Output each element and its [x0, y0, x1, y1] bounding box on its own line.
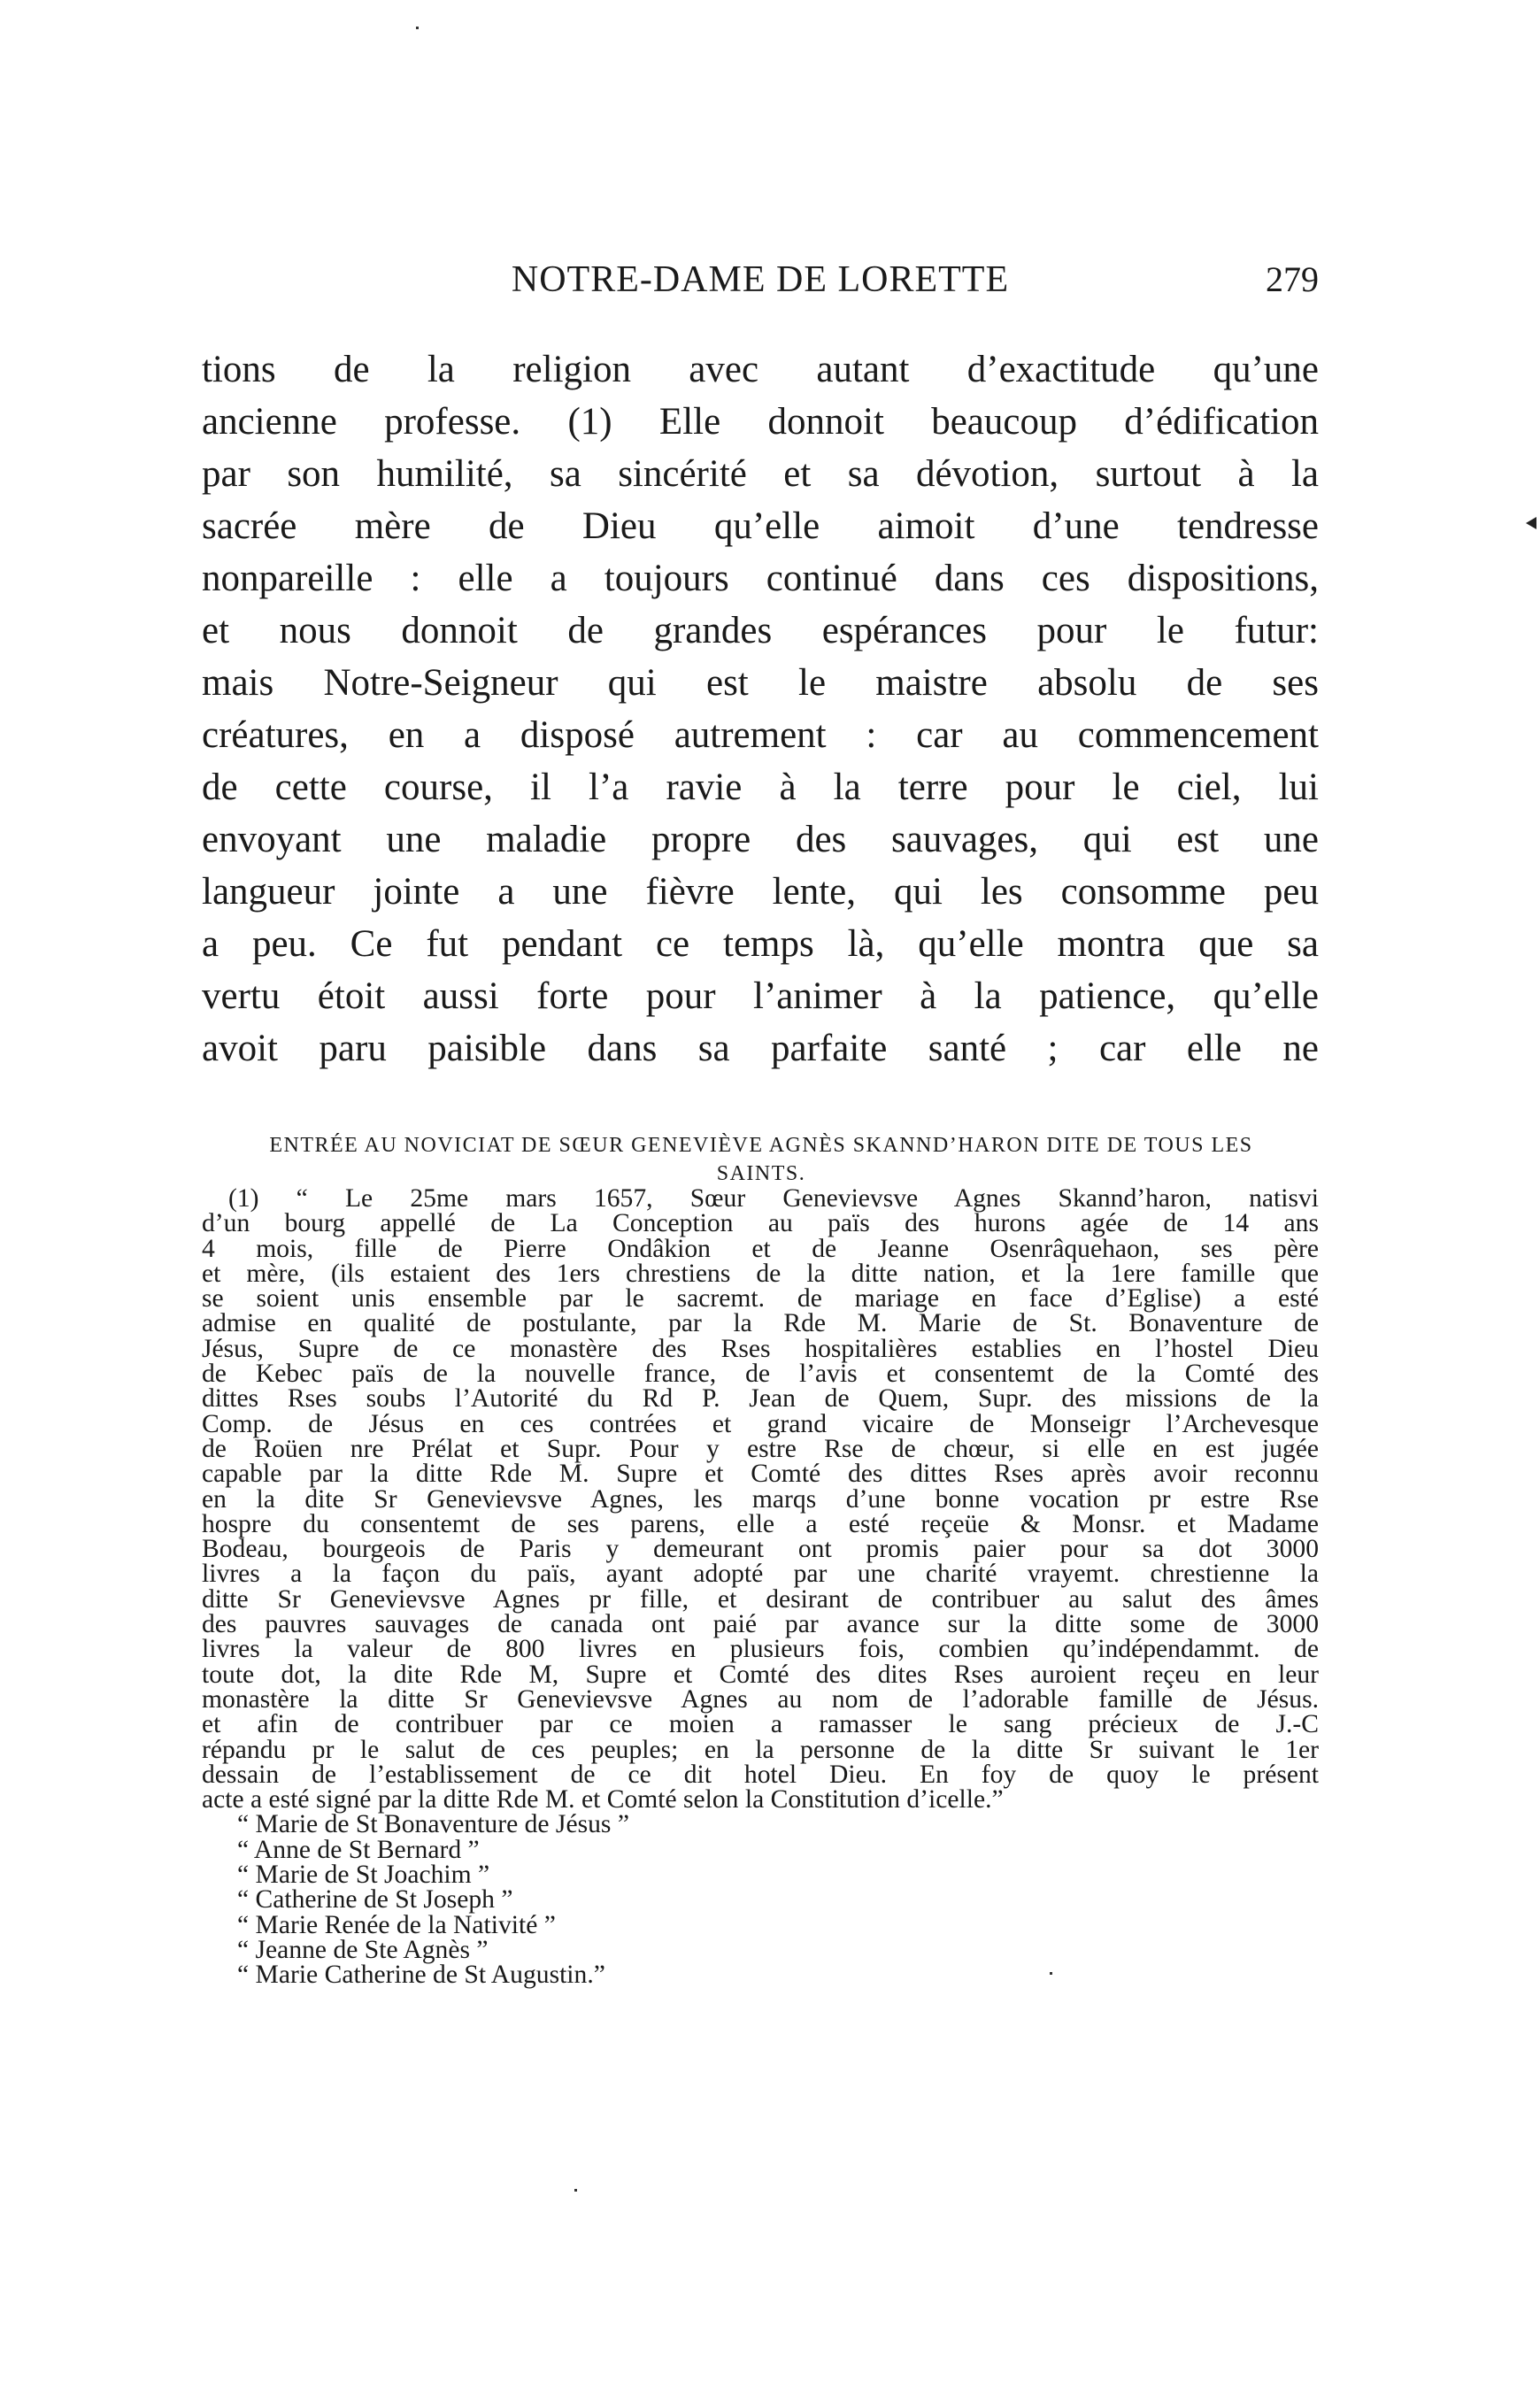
footnote-line: Jésus, Supre de ce monastère des Rses hospitalières establies en l’hostel Dieu [202, 1334, 1319, 1363]
footnote-line: capable par la ditte Rde M. Supre et Comté des dittes Rses après avoir reconnu [202, 1460, 1319, 1489]
footnote-line: de Roüen nre Prélat et Supr. Pour y estre Rse de chœur, si elle en est jugée [202, 1434, 1319, 1463]
footnote-line: dessain de l’establissement de ce dit hotel Dieu. En foy de quoy le présent [202, 1760, 1319, 1789]
footnote-line: des pauvres sauvages de canada ont paié par avance sur la ditte some de 3000 [202, 1610, 1319, 1639]
page-number: 279 [1266, 259, 1319, 299]
footnote-line: livres la valeur de 800 livres en plusieurs fois, combien qu’indépendammt. de [202, 1635, 1319, 1664]
footnote-line: livres a la façon du païs, ayant adopté par une charité vrayemt. chrestienne la [202, 1560, 1319, 1589]
footnote-line: en la dite Sr Genevievsve Agnes, les marqs d’une bonne vocation pr estre Rse [202, 1484, 1319, 1514]
footnote-line: et mère, (ils estaient des 1ers chrestiens de la ditte nation, et la 1ere famille que [202, 1259, 1319, 1288]
footnote-line: Comp. de Jésus en ces contrées et grand vicaire de Monseigr l’Archevesque [202, 1409, 1319, 1438]
footnote-line: monastère la ditte Sr Genevievsve Agnes au nom de l’adorable famille de Jésus. [202, 1684, 1319, 1714]
footnote-line: ditte Sr Genevievsve Agnes pr fille, et desirant de contribuer au salut des âmes [202, 1584, 1319, 1614]
footnote-line: répandu pr le salut de ces peuples; en la personne de la ditte Sr suivant le 1er [202, 1735, 1319, 1764]
body-line: vertu étoit aussi forte pour l’animer à la patience, qu’elle [202, 975, 1319, 1017]
footnote-line: 4 mois, fille de Pierre Ondâkion et de Jeanne Osenrâquehaon, ses père [202, 1234, 1319, 1263]
body-line: sacrée mère de Dieu qu’elle aimoit d’une tendresse [202, 505, 1319, 547]
footnote-line: de Kebec païs de la nouvelle france, de l’avis et consentemt de la Comté des [202, 1360, 1319, 1389]
body-text [202, 343, 1319, 1075]
footnote-line: Bodeau, bourgeois de Paris y demeurant ont promis paier pour sa dot 3000 [202, 1535, 1319, 1564]
body-line: langueur jointe a une fièvre lente, qui les consomme peu [202, 871, 1319, 913]
footnote-heading: ENTRÉE AU NOVICIAT DE SŒUR GENEVIÈVE AGNÈS SKANND’HARON DITE DE TOUS LES SAINTS. [269, 1134, 1253, 1185]
body-line: de cette course, il l’a ravie à la terre pour le ciel, lui [202, 767, 1319, 808]
speck-mark [574, 2189, 577, 2192]
body-line: mais Notre-Seigneur qui est le maistre absolu de ses [202, 662, 1319, 704]
footnote-line: (1) “ Le 25me mars 1657, Sœur Genevievsve Agnes Skannd’haron, natisvi [228, 1184, 1319, 1213]
footnote-line: acte a esté signé par la ditte Rde M. et Comté selon la Constitution d’icelle.” [202, 1785, 1004, 1815]
running-title: NOTRE-DAME DE LORETTE [511, 259, 1010, 300]
body-line: créatures, en a disposé autrement : car au commencement [202, 714, 1319, 756]
body-line: ancienne professe. (1) Elle donnoit beaucoup d’édification [202, 401, 1319, 443]
footnote-line: toute dot, la dite Rde M, Supre et Comté des dites Rses auroient reçeu en leur [202, 1660, 1319, 1689]
footnote-line: dittes Rses soubs l’Autorité du Rd P. Jean de Quem, Supr. des missions de la [202, 1384, 1319, 1414]
body-line: tions de la religion avec autant d’exactitude qu’une [202, 349, 1319, 390]
footnote-line: d’un bourg appellé de La Conception au païs des hurons agée de 14 ans [202, 1209, 1319, 1238]
body-line: a peu. Ce fut pendant ce temps là, qu’elle montra que sa [202, 923, 1319, 965]
footnote [202, 1186, 1319, 1988]
signature-line: “ Catherine de St Joseph ” [237, 1885, 513, 1915]
footnote-line: hospre du consentemt de ses parens, elle a esté reçeüe & Monsr. et Madame [202, 1509, 1319, 1538]
body-line: avoit paru paisible dans sa parfaite santé ; car elle ne [202, 1028, 1319, 1069]
signature-line: “ Marie Catherine de St Augustin.” [237, 1961, 605, 1990]
margin-arrow-mark [1526, 517, 1536, 529]
signature-line: “ Anne de St Bernard ” [237, 1835, 480, 1864]
footnote-line: se soient unis ensemble par le sacremt. de mariage en face d’Eglise) a esté [202, 1284, 1319, 1314]
body-line: et nous donnoit de grandes espérances pour le futur: [202, 610, 1319, 651]
running-header [202, 253, 1319, 306]
signature-line: “ Jeanne de Ste Agnès ” [237, 1935, 489, 1964]
signature-line: “ Marie Renée de la Nativité ” [237, 1910, 556, 1939]
footnote-line: et afin de contribuer par ce moien a ramasser le sang précieux de J.-C [202, 1710, 1319, 1739]
signature-line: “ Marie de St Joachim ” [237, 1861, 490, 1890]
signature-line: “ Marie de St Bonaventure de Jésus ” [237, 1810, 629, 1839]
body-line: nonpareille : elle a toujours continué dans ces dispositions, [202, 558, 1319, 599]
footnote-line: admise en qualité de postulante, par la Rde M. Marie de St. Bonaventure de [202, 1309, 1319, 1338]
body-line: envoyant une maladie propre des sauvages, qui est une [202, 819, 1319, 860]
speck-mark [416, 27, 419, 29]
body-line: par son humilité, sa sincérité et sa dévotion, surtout à la [202, 453, 1319, 495]
